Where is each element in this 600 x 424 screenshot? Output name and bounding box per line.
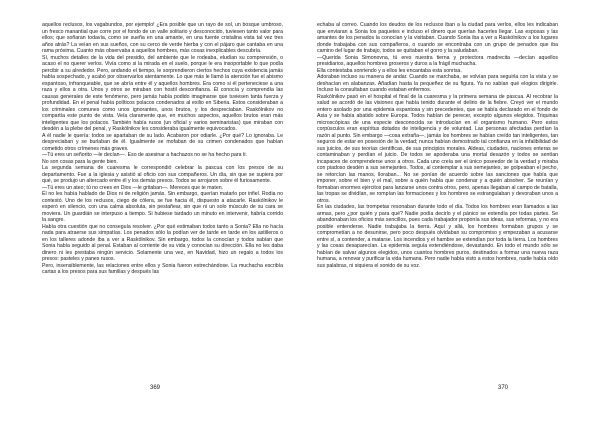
paragraph: Ella contestaba sonriendo y a ellos les encantaba esta sonrisa. xyxy=(317,67,462,74)
paragraph: Él no les había hablado de Dios ni de religión jamás. Sin embargo, querían matarlo por infiel. Rodia no contestó. Uno de los reclusos, ciego de cólera, se fue hacia él, dispuesto a atacarle. Raskólnikov le esperó en silencio, con una calma absoluta, sin pestañear, sin que ni un solo músculo de su cara se moviera. Un guardián se interpuso a tiempo. Si hubiese tardado un minuto en intervenir, habría corrido la sangre. xyxy=(42,191,283,223)
left-page-body xyxy=(42,22,283,276)
paragraph: Raskólnikov pasó en el hospital el final de la cuaresma y la primera semana de pascua. Al recobrar la salud se acordó de las visiones que había tenido durante el delirio de la fiebre. Creyó ver el mundo entero asolado por una epidemia espantosa y sin precedentes, que se había declarado en el fondo de Asia y se había abatido sobre Europa. Todos habían de perecer, excepto algunos elegidos. Triquinas microscópicas de una especie desconocida se introducían en el organismo humano. Pero estos corpúsculos eran espíritus dotados de inteligencia y de voluntad. Las personas afectadas perdían la razón al punto. Sin embargo —cosa extraña—, jamás los hombres se habían creído tan inteligentes, tan seguros de estar en posesión de la verdad; nunca habían demostrado tal confianza en la infalibilidad de sus juicios, de sus teorías científicas, de sus principios morales. Aldeas, ciudades, naciones enteras se contaminaban y perdían el juicio. De todos se apoderaba una mortal desazón y todos se sentían incapaces de comprenderse unos a otros. Cada uno creía ser el único poseedor de la verdad y miraba con piadoso desdén a sus semejantes. Todos, al contemplar a sus semejantes, se golpeaban el pecho, se retorcían las manos, lloraban... No se ponían de acuerdo sobre las sanciones que había que imponer, sobre el bien y el mal, sobre a quién había que condenar y a quién absolver. Se reunían y formaban enormes ejércitos para lanzarse unos contra otros, pero, apenas llegaban al campo de batalla, las tropas se dividían, se rompían las formaciones y los hombres se estrangulaban y devoraban unos a otros. xyxy=(317,93,558,204)
paragraph: aquellos reclusos, los vagabundos, por ejemplo! ¿Era posible que un rayo de sol, un bosque umbroso, un fresco manantial que corre por el fondo de un valle solitario y desconocido, tuviesen tanto valor para ellos; que soñaran todavía, como se sueña en una amante, en una fuente cristalina vista tal vez tres años atrás? La veían en sus sueños, con su cerco de verde hierba y con el pájaro que cantaba en una rama próxima. Cuanto más observaba a aquellos hombres, más cosas inexplicables descubría. xyxy=(42,22,283,54)
right-page-body xyxy=(317,22,558,269)
paragraph: Sí, muchos detalles de la vida del presidio, del ambiente que le rodeaba, eludían su comprensión, o acaso el no querer verlos. Vivía como si la mirada en el suelo, porque le era insoportable lo que podía percibir a su alrededor. Pero, andando el tiempo, le sorprendieron ciertos hechos cuya existencia jamás había sospechado, y acabó por observarlos atentamente. Lo que más le llamó la atención fue el abismo espantoso, infranqueable, que se abría entre él y aquellos hombres. Era como si él perteneciese a una raza y ellos a otra. Unos y otros se miraban con hostil desconfianza. Él conocía y comprendía las causas generales de este fenómeno, pero jamás había podido imaginarse que tuviesen tanta fuerza y profundidad. En el penal había políticos polacos condenados al exilio en Siberia. Estos consideraban a los criminales comunes como unos ignorantes, unos brutos, y los despreciaban. Raskólnikov no compartía este punto de vista. Veía claramente que, en muchos aspectos, aquellos brutos eran más inteligentes que los polacos. También había rusos (un oficial y varios seminaristas) que miraban con desdén a la plebe del penal, y Raskólnikov les consideraba igualmente equivocados. xyxy=(42,54,283,132)
paragraph: echaba al correo. Cuando los deudos de los reclusos iban a la ciudad para verlos, ellos les indicaban que enviaran a Sonia los paquetes e incluso el dinero que querían hacerles llegar. Las esposas y las amantes de los penados la conocían y la visitaban. Cuando Sonia iba a ver a Raskólnikov a los lugares donde trabajaba con sus compañeros, o cuando se encontraba con un grupo de penados que iba camino del lugar de trabajo, todos se quitaban el gorro y la saludaban. xyxy=(317,22,558,54)
right-page xyxy=(300,0,600,424)
paragraph: —Querida Sonia Simonovna, tú eres nuestra tierna y protectora madrecita —decían aquellos presidiarios, aquellos hombres groseros y duros a la frágil muchacha. xyxy=(317,54,558,67)
page-number-left: 369 xyxy=(150,385,161,391)
paragraph: Pero, insensiblemente, las relaciones entre ellos y Sonia fueron estrechándose. La muchacha escribía cartas a los presos para sus familias y después las xyxy=(42,262,283,275)
page-number-right: 370 xyxy=(498,385,509,391)
paragraph: —Tú eres un ateo; tú no crees en Dios —le gritaban—. Mereces que te maten. xyxy=(42,184,224,191)
paragraph: En las ciudades, las trompetas resonaban durante todo el día. Todos los hombres eran llamados a las armas, pero ¿por quién y para qué? Nadie podía decirlo y el pánico se extendía por todas partes. Se abandonaban los oficios más sencillos, pues cada trabajador proponía sus ideas, sus reformas, y no era posible entenderse. Nadie trabajaba la tierra. Aquí y allá, los hombres formaban grupos y se comprometían a no desunirse, pero poco después olvidaban su compromiso y empezaban a acusarse entre sí, a contender, a matarse. Los incendios y el hambre se extendían por toda la tierra. Los hombres y las cosas desaparecían. La epidemia seguía extendiéndose, devastando. En todo el mundo sólo se habían de salvar algunos elegidos, unos cuantos hombres puros, destinados a formar una nueva raza humana, a renovar y purificar la vida humana. Pero nadie había visto a estos hombres, nadie había oído sus palabras, ni siquiera el sonido de su voz. xyxy=(317,204,558,269)
paragraph: Había otra cuestión que no conseguía resolver. ¿Por qué estimaban todos tanto a Sonia? Ella no hacía nada para atraerse sus simpatías. Los penados sólo la podían ver de tarde en tarde en los astilleros o en los talleres adonde iba a ver a Raskólnikov. Sin embargo, todos la conocían y todos sabían que Sonia había seguido al penal. Estaban al corriente de su vida y conocían su dirección. Ella no les daba dinero ni les prestaba ningún servicio. Solamente una vez, en Navidad, hizo un regalo a todos los presos: pasteles y panes rusos. xyxy=(42,223,283,262)
paragraph: Adoraban incluso su manera de andar. Cuando se marchaba, se volvían para seguirla con la vista y se deshacían en alabanzas. Añadían hasta la pequeñez de su figura. Ya no sabían qué elogios dirigirle. Incluso la consultaban cuando estaban enfermos. xyxy=(317,74,558,93)
paragraph: No son cosas para la gente bien. xyxy=(42,158,118,165)
paragraph: —Tú eres un señorito —le decían—. Eso de asesinar a hachazos no se ha hecho para ti. xyxy=(42,152,248,158)
paragraph: A él nadie le quería: todos se apartaban de su lado. Acabaron por odiarle. ¿Por qué? Lo ignoraba. Le despreciaban y se burlaban de él. Igualmente se mofaban de su crimen condenados que habían cometido otros crímenes más graves. xyxy=(42,132,283,152)
paragraph: La segunda semana de cuaresma le correspondió celebrar la pascua con los presos de su departamento. Fue a la iglesia y asistió al oficio con sus compañeros. Un día, sin que se supiera por qué, se produjo un altercado entre él y los demás presos. Todos se arrojaron sobre él furiosamente. xyxy=(42,165,283,184)
